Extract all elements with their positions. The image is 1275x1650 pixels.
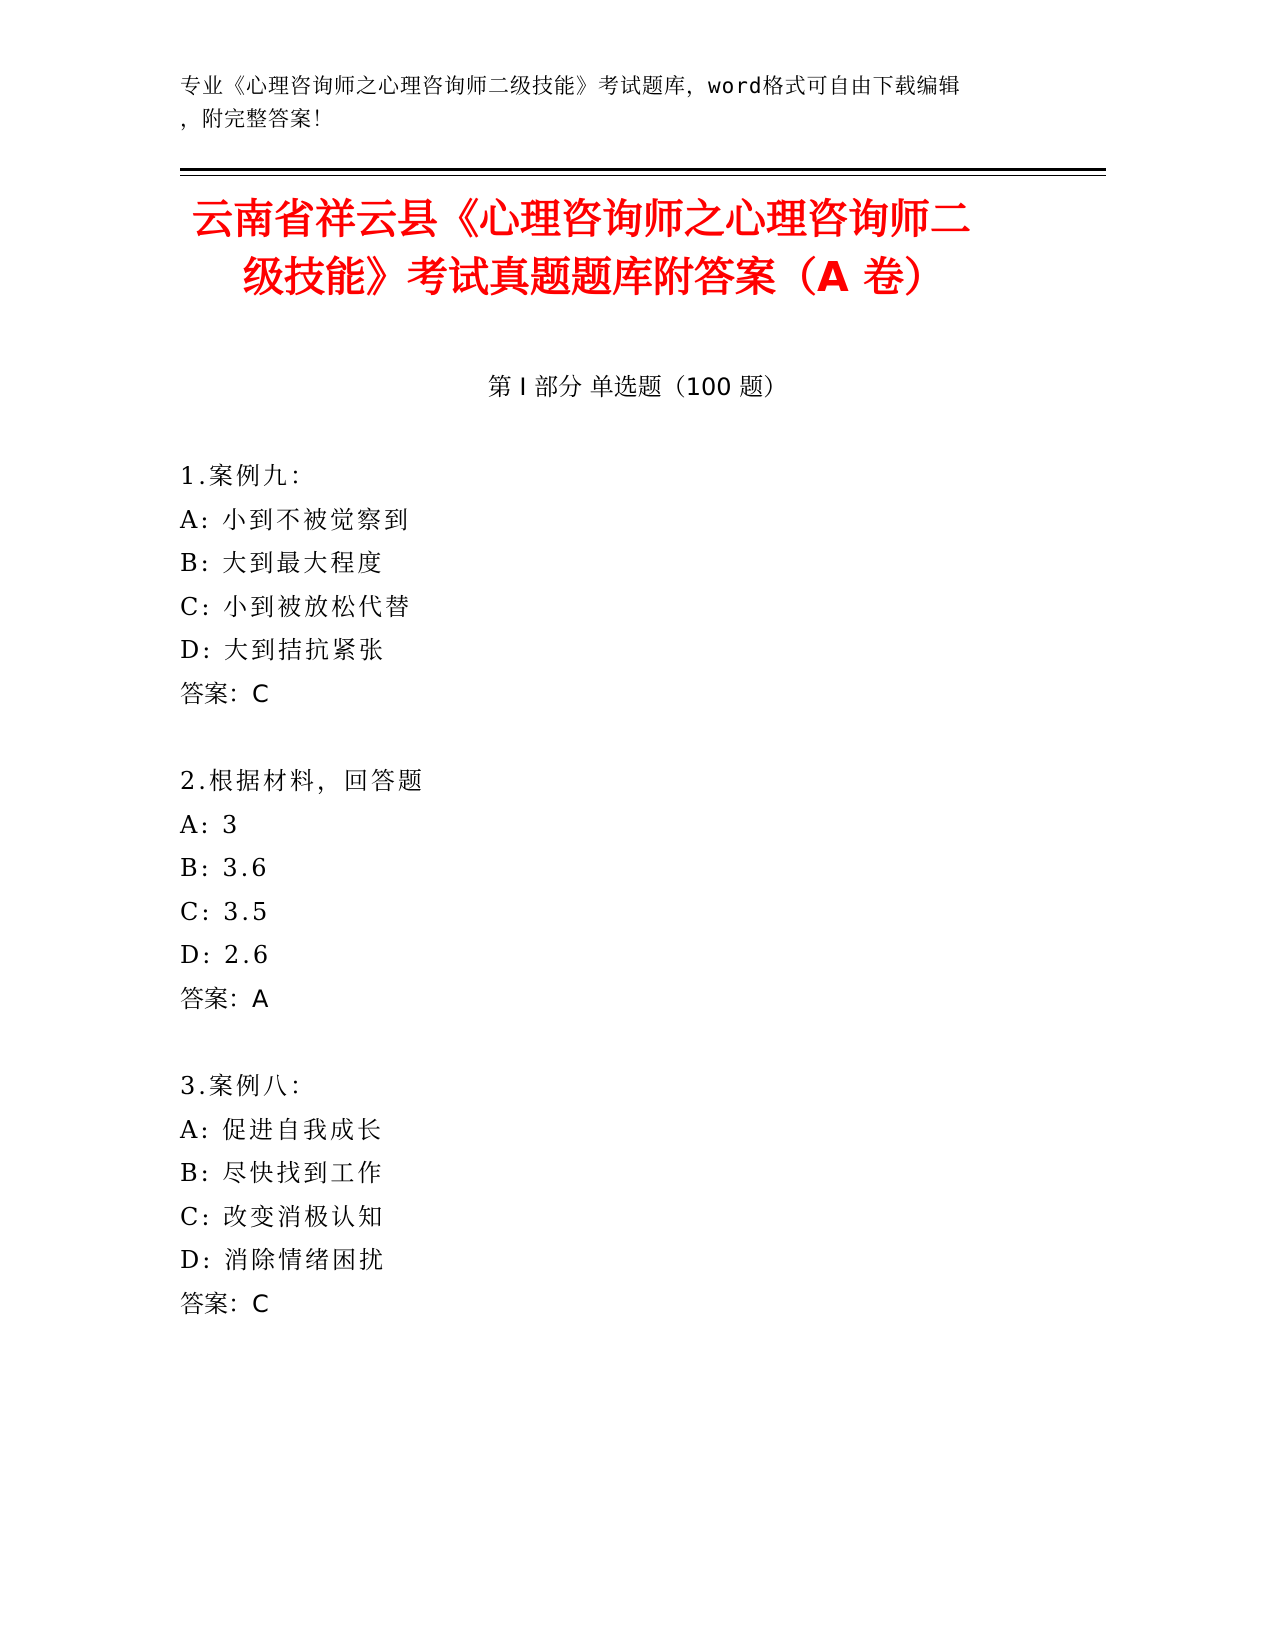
question-stem: 3.案例八： bbox=[180, 1072, 317, 1100]
option-a: A: 促进自我成长 bbox=[180, 1115, 385, 1144]
option-c: C: 3.5 bbox=[180, 897, 271, 926]
option-b: B: 尽快找到工作 bbox=[180, 1159, 385, 1187]
option-d: D: 消除情绪困扰 bbox=[180, 1246, 386, 1274]
section-heading: 第 I 部分 单选题（100 题） bbox=[487, 373, 788, 401]
answer-line: 答案：A bbox=[180, 984, 269, 1013]
header-divider-thick bbox=[180, 168, 1106, 171]
document-title-line-2: 级技能》考试真题题库附答案（A 卷） bbox=[243, 253, 946, 301]
question-1 bbox=[180, 455, 1080, 716]
option-b: B: 3.6 bbox=[180, 854, 270, 882]
document-title bbox=[180, 190, 1106, 306]
question-2 bbox=[180, 760, 1080, 1021]
option-c: C: 改变消极认知 bbox=[180, 1202, 386, 1231]
question-stem: 2.根据材料，回答题 bbox=[180, 767, 425, 795]
answer-line: 答案：C bbox=[180, 679, 269, 708]
header-note bbox=[180, 70, 1040, 136]
header-note-line-1: 专业《心理咨询师之心理咨询师二级技能》考试题库，word格式可自由下载编辑 bbox=[180, 74, 961, 98]
answer-line: 答案：C bbox=[180, 1289, 269, 1318]
option-a: A: 3 bbox=[180, 810, 241, 839]
question-stem: 1.案例九： bbox=[180, 462, 317, 490]
option-a: A: 小到不被觉察到 bbox=[180, 505, 412, 534]
header-divider-thin bbox=[180, 175, 1106, 176]
header-note-line-2: ，附完整答案！ bbox=[180, 107, 334, 131]
option-d: D: 大到拮抗紧张 bbox=[180, 636, 386, 664]
question-list bbox=[180, 455, 1080, 1370]
option-b: B: 大到最大程度 bbox=[180, 549, 385, 577]
option-c: C: 小到被放松代替 bbox=[180, 592, 413, 621]
question-3 bbox=[180, 1065, 1080, 1326]
document-title-line-1: 云南省祥云县《心理咨询师之心理咨询师二 bbox=[192, 195, 971, 243]
option-d: D: 2.6 bbox=[180, 941, 272, 969]
